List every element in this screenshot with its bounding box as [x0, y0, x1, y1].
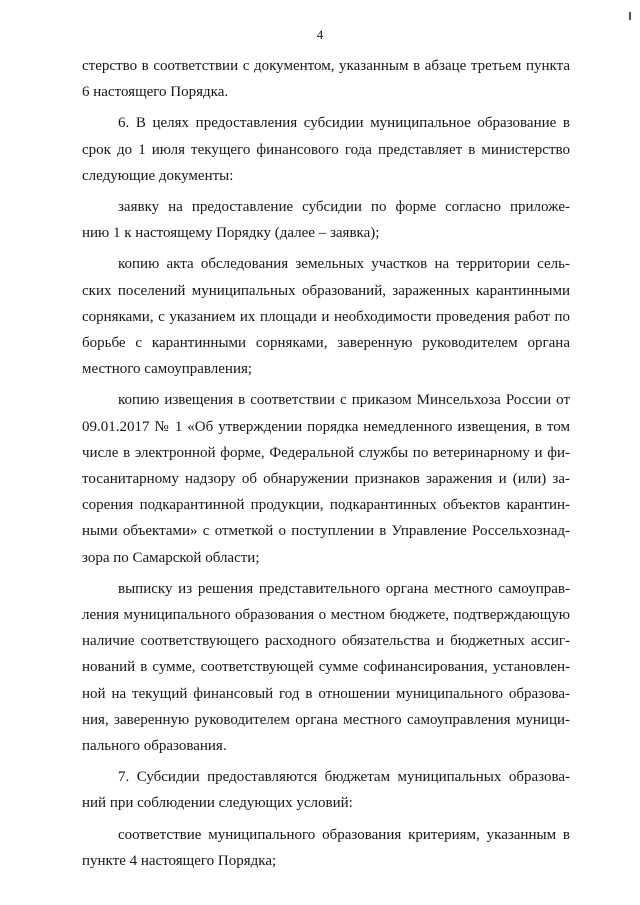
text-line: стерство в соответствии с документом, указанным в абзаце третьем пункта	[82, 58, 570, 74]
text-line: тосанитарному надзору об обнаружении признаков заражения и (или) за-	[82, 471, 570, 488]
text-line: 6. В целях предоставления субсидии муниципальное образование в	[118, 115, 570, 132]
scan-mark	[629, 12, 631, 20]
text-line: ния, заверенную руководителем органа местного самоуправления муници-	[82, 711, 570, 728]
text-line: заявку на предоставление субсидии по форме согласно приложе-	[118, 199, 570, 216]
text-line: пального образования.	[82, 738, 227, 755]
text-line: сорняками, с указанием их площади и необходимости проведения работ по	[82, 308, 570, 325]
text-line: ной на текущий финансовый год в отношении муниципального образова-	[82, 685, 570, 702]
text-line: следующие документы:	[82, 167, 234, 184]
paragraph	[82, 764, 570, 816]
text-line: числе в электронной форме, Федеральной службы по ветеринарному и фи-	[82, 444, 570, 461]
text-line: соответствие муниципального образования критериям, указанным в	[118, 826, 570, 843]
text-line: наличие соответствующего расходного обязательства и бюджетных ассиг-	[82, 633, 570, 650]
text-line: зора по Самарской области;	[82, 549, 260, 566]
text-line: нию 1 к настоящему Порядку (далее – заявка);	[82, 225, 380, 242]
text-line: копию извещения в соответствии с приказом Минсельхоза России от	[118, 392, 570, 409]
text-line: борьбе с карантинными сорняками, заверенную руководителем органа	[82, 335, 570, 352]
paragraph	[82, 251, 570, 382]
text-line: ления муниципального образования о местном бюджете, подтверждающую	[82, 607, 570, 624]
paragraph	[82, 822, 570, 874]
text-line: ными объектами» с отметкой о поступлении в Управление Россельхознад-	[82, 523, 570, 540]
text-line: выписку из решения представительного органа местного самоуправ-	[118, 580, 570, 597]
page-number: 4	[316, 27, 324, 42]
text-line: 6 настоящего Порядка.	[82, 84, 229, 101]
text-line: срок до 1 июля текущего финансового года представляет в министерство	[82, 141, 570, 158]
text-line: 09.01.2017 № 1 «Об утверждении порядка немедленного извещения, в том	[82, 418, 570, 435]
text-line: местного самоуправления;	[82, 361, 253, 378]
paragraph	[82, 387, 570, 570]
text-line: 7. Субсидии предоставляются бюджетам муниципальных образова-	[118, 769, 570, 786]
text-line: сорения подкарантинной продукции, подкарантинных объектов карантин-	[82, 497, 570, 514]
paragraph	[82, 194, 570, 246]
paragraph	[82, 576, 570, 759]
document-body	[82, 53, 570, 879]
paragraph	[82, 53, 570, 105]
text-line: ских поселений муниципальных образований, зараженных карантинными	[82, 282, 570, 299]
text-line: пункте 4 настоящего Порядка;	[82, 852, 277, 869]
paragraph	[82, 110, 570, 189]
text-line: копию акта обследования земельных участков на территории сель-	[118, 256, 570, 273]
text-line: нований в сумме, соответствующей сумме софинансирования, установлен-	[82, 659, 570, 676]
text-line: ний при соблюдении следующих условий:	[82, 795, 353, 812]
